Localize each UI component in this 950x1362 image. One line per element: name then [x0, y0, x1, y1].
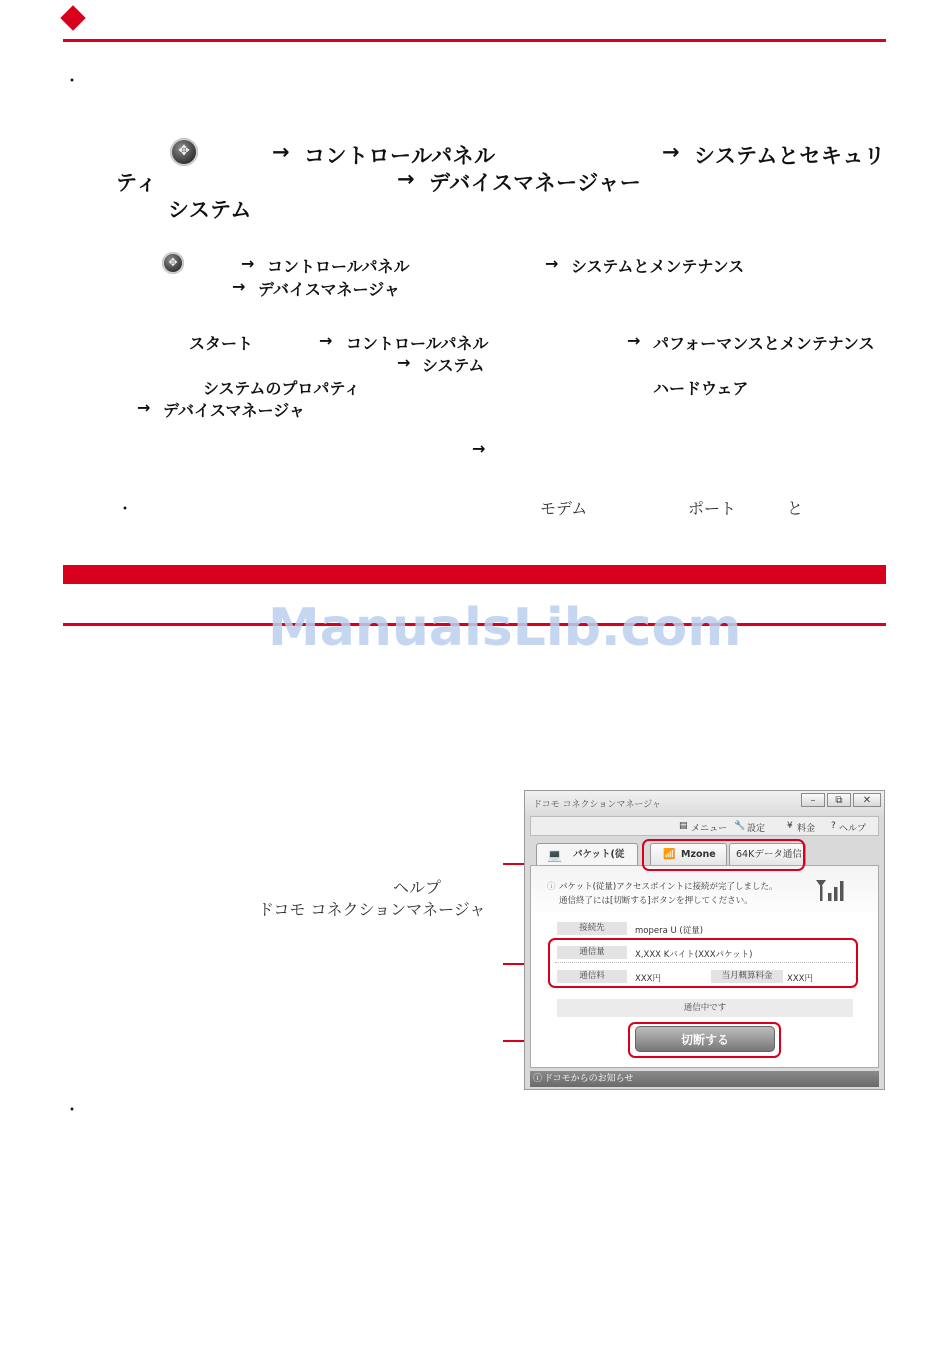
window-title: ドコモ コネクションマネージャ	[533, 800, 661, 810]
yen-icon: ¥	[787, 821, 793, 831]
tab-packet-label: パケット(従	[573, 849, 625, 860]
arrow: →	[319, 331, 333, 350]
traffic-label: 通信量	[557, 946, 627, 959]
signal-strength-icon	[814, 877, 848, 903]
highlight-tabs	[642, 839, 805, 871]
message-line1: パケット(従量)アクセスポイントに接続が完了しました。	[559, 882, 778, 892]
system-text: システム	[422, 356, 485, 375]
wrench-icon: 🔧	[734, 821, 746, 831]
arrow: →	[397, 167, 416, 191]
minimize-button[interactable]: –	[801, 793, 825, 807]
title-bar	[525, 791, 884, 815]
month-fee-value: XXX円	[787, 974, 813, 984]
system-text: システム	[168, 198, 252, 222]
help-text: ヘルプ	[393, 878, 442, 897]
arrow: →	[272, 140, 291, 164]
menu-icon: ▤	[679, 821, 688, 831]
device-manager-text: デバイスマネージャ	[258, 280, 400, 299]
pc-icon: 💻	[547, 848, 562, 862]
info-icon: ⓘ	[533, 1074, 543, 1084]
arrow: →	[241, 254, 255, 273]
fee-label: 通信料	[557, 970, 627, 983]
arrow: →	[137, 398, 151, 417]
windows-start-icon: ✥	[162, 252, 184, 274]
restore-button[interactable]: ⧉	[827, 793, 851, 807]
arrow: →	[662, 140, 681, 164]
tab-mzone-label: Mzone	[681, 849, 716, 860]
control-panel-text: コントロールパネル	[346, 334, 489, 353]
arrow: →	[397, 353, 411, 372]
menu-settings[interactable]: 設定	[747, 824, 766, 834]
tab-64k-label: 64Kデータ通信	[736, 849, 802, 860]
month-fee-label: 当月概算料金	[711, 970, 783, 983]
section-marker-diamond	[60, 5, 85, 30]
arrow: →	[627, 331, 641, 350]
device-manager-text: デバイスマネージャ	[163, 401, 305, 420]
wifi-icon: 📶	[663, 849, 676, 860]
status-text: 通信中です	[557, 999, 853, 1017]
system-maintenance-text: システムとメンテナンス	[571, 257, 745, 276]
section-header-bar	[63, 565, 886, 584]
dest-label: 接続先	[557, 922, 627, 935]
bullet: ・	[117, 499, 134, 518]
app-name-text: ドコモ コネクションマネージャ	[258, 900, 486, 919]
help-icon: ?	[831, 821, 836, 831]
highlight-usage	[548, 938, 858, 988]
traffic-value: X,XXX Kバイト(XXXパケット)	[635, 950, 753, 960]
tab-packet[interactable]	[536, 843, 638, 865]
dest-value: mopera U (従量)	[635, 926, 704, 936]
performance-maintenance-text: パフォーマンスとメンテナンス	[653, 334, 875, 353]
info-icon: ⓘ	[547, 882, 556, 892]
control-panel-text: コントロールパネル	[267, 257, 410, 276]
notice-text: ドコモからのお知らせ	[544, 1074, 634, 1084]
bullet: ・	[64, 71, 81, 90]
fee-value: XXX円	[635, 974, 661, 984]
highlight-disconnect	[628, 1022, 781, 1058]
disconnect-button[interactable]: 切断する	[635, 1026, 775, 1052]
menu-fee[interactable]: 料金	[797, 824, 816, 834]
menu-help[interactable]: ヘルプ	[839, 824, 867, 834]
to-text: と	[787, 499, 804, 518]
port-text: ポート	[688, 499, 737, 518]
device-manager-text: デバイスマネージャー	[429, 171, 642, 195]
message-line2: 通信終了には[切断する]ボタンを押してください。	[559, 896, 753, 906]
arrow: →	[232, 277, 246, 296]
watermark: ManualsLib.com	[268, 598, 742, 658]
arrow: →	[545, 254, 559, 273]
modem-text: モデム	[540, 499, 588, 518]
hardware-text: ハードウェア	[653, 379, 749, 398]
windows-start-icon: ✥	[170, 138, 198, 166]
close-button[interactable]: ✕	[853, 793, 881, 807]
system-security-text: システムとセキュリ	[694, 144, 886, 168]
notice-bar[interactable]	[530, 1071, 879, 1087]
control-panel-text: コントロールパネル	[304, 144, 496, 168]
menu-menu[interactable]: メニュー	[691, 824, 728, 834]
start-text: スタート	[189, 334, 254, 353]
system-properties-text: システムのプロパティ	[203, 379, 361, 398]
bullet: ・	[64, 1100, 81, 1119]
ti-text: ティ	[116, 171, 158, 195]
arrow: →	[472, 439, 486, 458]
header-rule	[63, 39, 886, 42]
menu-bar	[530, 816, 879, 836]
